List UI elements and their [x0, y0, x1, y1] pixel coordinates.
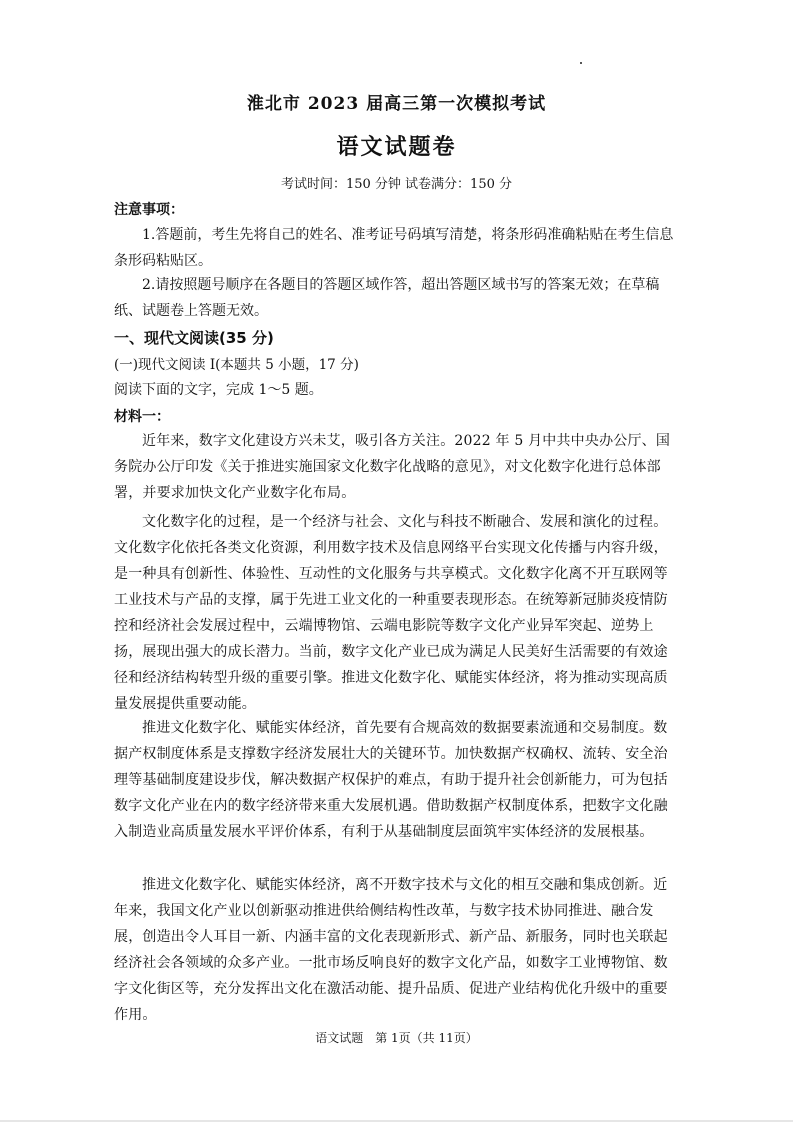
paragraph-3: 推进文化数字化、赋能实体经济，首先要有合规高效的数据要素流通和交易制度。数据产权制度体系是支撑数字经济发展壮大的关键环节。加快数据产权确权、流转、安全治理等基础制度建设步伐，解决数据产权保护的难点，有助于提升社会创新能力，可为包括数字文化产业在内的数字经济带来重大发展机遇。借助数据产权制度体系，把数字文化融入制造业高质量发展水平评价体系，有利于从基础制度层面筑牢实体经济的发展根基。	[114, 720, 668, 840]
page-footer: 语文试题 第 1页（共 11页）	[315, 1031, 478, 1045]
notice-item-2: 2.请按照题号顺序在各题目的答题区域作答，超出答题区域书写的答案无效；在草稿纸、试题卷上答题无效。	[114, 277, 660, 319]
section-heading: 一、现代文阅读(35 分)	[114, 329, 274, 347]
paragraph-2: 文化数字化的过程，是一个经济与社会、文化与科技不断融合、发展和演化的过程。文化数字化依托各类文化资源，利用数字技术及信息网络平台实现文化传播与内容升级，是一种具有创新性、体验性、互动性的文化服务与共享模式。文化数字化离不开互联网等工业技术与产品的支撑，属于先进工业文化的一种重要表现形态。在统筹新冠肺炎疫情防控和经济社会发展过程中，云端博物馆、云端电影院等数字文化产业异军突起、逆势上扬，展现出强大的成长潜力。当前，数字文化产业已成为满足人民美好生活需要的有效途径和经济结构转型升级的重要引擎。推进文化数字化、赋能实体经济，将为推动实现高质量发展提供重要动能。	[114, 514, 668, 712]
notice-heading: 注意事项：	[114, 202, 184, 218]
exam-meta: 考试时间：150 分钟 试卷满分：150 分	[280, 177, 513, 192]
section-sub-heading: (一)现代文阅读 I(本题共 5 小题，17 分)	[114, 357, 359, 373]
notice-item-1: 1.答题前，考生先将自己的姓名、准考证号码填写清楚，将条形码准确粘贴在考生信息条形码粘贴区。	[114, 227, 674, 269]
reading-instruction: 阅读下面的文字，完成 1～5 题。	[114, 382, 323, 398]
material-label: 材料一：	[114, 409, 170, 425]
paragraph-1: 近年来，数字文化建设方兴未艾，吸引各方关注。2022 年 5 月中共中央办公厅、国务院办公厅印发《关于推进实施国家文化数字化战略的意见》，对文化数字化进行总体部署，并要求加快文化产业数字化布局。	[114, 433, 671, 501]
page-mark	[580, 62, 582, 64]
paragraph-4: 推进文化数字化、赋能实体经济，离不开数字技术与文化的相互交融和集成创新。近年来，我国文化产业以创新驱动推进供给侧结构性改革，与数字技术协同推进、融合发展，创造出令人耳目一新、内涵丰富的文化表现新形式、新产品、新服务，同时也关联起经济社会各领域的众多产业。一批市场反响良好的数字文化产品，如数字工业博物馆、数字文化街区等，充分发挥出文化在激活动能、提升品质、促进产业结构优化升级中的重要作用。	[114, 877, 668, 1023]
paper-title: 语文试题卷	[336, 134, 457, 160]
exam-title: 淮北市 2023 届高三第一次模拟考试	[246, 94, 547, 114]
